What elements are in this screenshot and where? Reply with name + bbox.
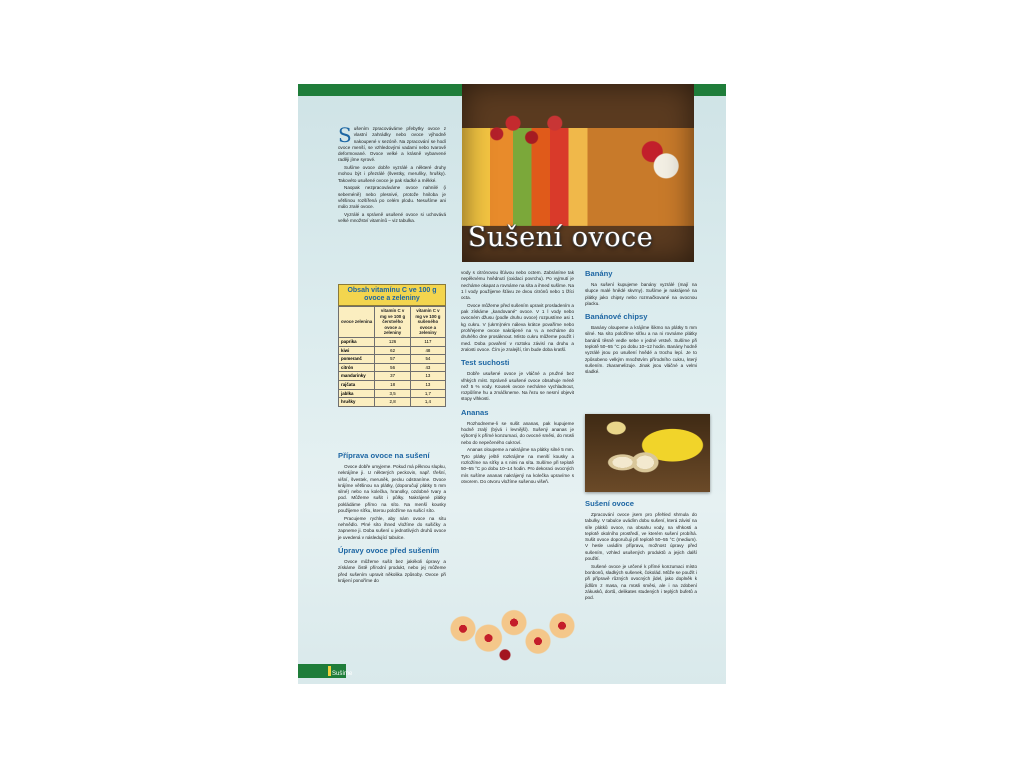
paragraph: Zpracování ovoce jsem pro přehled shrnula do tabulky. V tabulce uvádím dobu sušení, která závisí na síle plátků ovoce, na obsahu vody, na vlhkosti a teplotě okolního prostředí, ve kterém sušení probíhá. Sušit ovoce doporučuji při teplotě 50–55 °C (medium). V hesle uvádím přípravu, možnost úpravy před sušením, vzhled usušených produktů a jejich další použití. xyxy=(585,512,697,562)
intro-paragraph: ušením zpracováváme přebytky ovoce z vlastní zahrádky nebo ovoce výhodně nakoupené v sezóně. Na zpracování se hodí ovoce menší, se vzhledovými vadami nebo tvarově deformované. Ovoce velké a krásně vybarvené raději jíme syrové. xyxy=(338,126,446,163)
column-1-lower xyxy=(338,446,446,586)
paragraph: vody s citrónovou šťávou nebo octem. Zabráníme tak nepěknému hnědnutí (oxidaci povrchu). Po vyjmutí je necháme okapat a rovnáme na síta a ihned sušíme. Na 1 l vody použijeme šťávu ze dvou citrónů nebo 1 lžíci octa. xyxy=(461,270,574,301)
dried-pineapple-cherry-photo xyxy=(436,604,586,666)
vitamin-table-grid xyxy=(338,306,446,407)
table-cell-value: 56 xyxy=(375,363,410,372)
table-cell-name: citrón xyxy=(339,363,375,372)
top-green-bar-right xyxy=(694,84,726,96)
paragraph: Dobře usušené ovoce je vláčné a pružné bez vlhkých míst. Správně usušené ovoce obsahuje méně než 5 % vody. Kousek ovoce necháme vychladnout, rozpůlíme hu a zmáčkneme. Na řezu se nesmí objevit stopy vlhkosti. xyxy=(461,371,574,402)
heading-ananas: Ananas xyxy=(461,407,489,417)
paragraph: Ovoce můžeme sušit bez jakékoli úpravy a získáme čistě přírodní produkt, nebo jej můžeme před sušením upravit několika způsoby. Ovoce při krájení ponoříme do xyxy=(338,558,446,583)
paragraph: Ananas oloupeme a nakrájíme na plátky silné 5 mm. Tyto plátky ještě rozkrájíme na menší kousky a rozložíme na síťky a s nimi na síta. Sušíme při teplotě 50–55 °C po dobu 10–14 hodin. Pro dekoraci ovocných mís sušíme ananas nakrájený na kolečka upravíme s otvorem. Do otvoru vložíme sušenou višeň. xyxy=(461,447,574,484)
intro-text xyxy=(338,123,446,226)
table-cell-value: 54 xyxy=(410,355,445,364)
table-row xyxy=(339,337,446,346)
paragraph: Pracujeme rychle, aby nám ovoce na sítu nehnědlo. Plné síto ihned vložíme do sušičky a zapneme ji. Doba sušení u jednotlivých druhů ovoce je uvedená v následující tabulce. xyxy=(338,515,446,540)
table-row xyxy=(339,372,446,381)
table-cell-name: pomeranč xyxy=(339,355,375,364)
column-3-bottom xyxy=(585,494,697,603)
column-2 xyxy=(461,270,574,486)
table-cell-value: 13 xyxy=(410,380,445,389)
table-header: vitamín C v mg ve 100 g čerstvého ovoce a zeleniny xyxy=(375,307,410,338)
intro-paragraph: Naopak nezpracováváme ovoce nahnilé (i sebeméně) nebo plesnivé, protože hniloba je většinou rozšířená po celém plodu. Nesušíme ani málo zralé ovoce. xyxy=(338,185,446,210)
table-header: vitamín C v mg ve 100 g sušeného ovoce a zeleniny xyxy=(410,307,445,338)
table-cell-value: 57 xyxy=(375,355,410,364)
page-title: Sušení ovoce xyxy=(468,222,654,253)
table-cell-name: hrušky xyxy=(339,398,375,407)
table-row xyxy=(339,355,446,364)
paragraph: Rozhodneme-li se sušit ananas, pak kupujeme hodně zralý (bývá i levnější). Sušený ananas je výborný k přímé konzumaci, do ovocné směsi, do müsli nebo do nepečeného cukroví. xyxy=(461,420,574,445)
intro-paragraph: Sušíme ovoce dobře vyzrálé a některé druhy mohou být i přezrálé (švestky, meruňky, hrušky). Takovéto usušené ovoce je pak sladké a měkké. xyxy=(338,165,446,183)
heading-priprava: Příprava ovoce na sušení xyxy=(338,451,430,460)
table-cell-value: 18 xyxy=(375,380,410,389)
paragraph: Sušené ovoce je určené k přímé konzumaci místo bonbonů, sladkých sušenek, čokolád. Může se použít i při přípravě různých ovocných jídel, jako doplněk k jídlům z masa, na müsli směsi, ale i na zdobení zákusků, dortů, delikates studených i teplých bufetů a pod. xyxy=(585,563,697,601)
vitamin-c-table xyxy=(338,284,446,407)
table-cell-value: 1,4 xyxy=(410,398,445,407)
table-cell-name: rajčata xyxy=(339,380,375,389)
table-row xyxy=(339,380,446,389)
table-cell-value: 1,7 xyxy=(410,389,445,398)
paragraph: Ovoce dobře umyjeme. Pokud má pěknou slupku, nekrájíme ji. U některých peckovin, např. třešní, višní, švestek, meruněk, pecku odstraníme. Ovoce krájíme většinou na plátky, (doporučují plátky 5 mm silné) nebo na kolečka, hranolky, ozdobné tvary a pod. Můžeme sušit i půlky. Nakrájené plátky pokládáme přímo na síto. Na menší kousky použijeme síťku, kterou položíme na sušicí síto. xyxy=(338,464,446,514)
table-cell-value: 117 xyxy=(410,337,445,346)
page-number-box xyxy=(328,666,331,676)
table-header: ovoce zelenina xyxy=(339,307,375,338)
table-row xyxy=(339,346,446,355)
table-row xyxy=(339,398,446,407)
column-3-top xyxy=(585,264,697,377)
heading-upravy: Úpravy ovoce před sušením xyxy=(338,545,440,555)
heading-banany: Banány xyxy=(585,269,613,278)
footer-label: Sušíme xyxy=(332,671,353,677)
table-row xyxy=(339,389,446,398)
magazine-page xyxy=(298,84,726,684)
banana-chips-photo xyxy=(585,414,710,492)
table-cell-value: 37 xyxy=(375,372,410,381)
heading-test-suchosti: Test suchosti xyxy=(461,358,510,368)
paragraph: Ovoce můžeme před sušením upravit prosladením a pak získáme „kandované“ ovoce. V 1 l vody nebo ovocném džusu (podle druhu ovoce) rozpustíme asi 1 kg cukru. V (ukrm)ném náleva krátce povaříme nebo prohřejeme ovoce nakrájené na ¼ a necháme do druhého dne prosáknout. Místo cukru můžeme použít i med. Doba povaření v roztoku závisí na druhu a zralosti ovoce. Čím je zralejší, tím bude doba kratší. xyxy=(461,302,574,352)
table-cell-name: mandarinky xyxy=(339,372,375,381)
table-cell-value: 3,5 xyxy=(375,389,410,398)
table-cell-value: 62 xyxy=(375,346,410,355)
top-green-bar-left xyxy=(298,84,464,96)
table-cell-value: 48 xyxy=(410,346,445,355)
table-row xyxy=(339,363,446,372)
heading-suseni-ovoce: Sušení ovoce xyxy=(585,499,634,508)
table-cell-value: 2,8 xyxy=(375,398,410,407)
paragraph: Banány oloupeme a krájíme šikmo na plátky 5 mm silné. Na síto položíme síťku a na ni rovnáme plátky banánů těsně vedle sebe v jedné vrstvě. Sušíme při teplotě 50–55 °C po dobu 10–12 hodin. Banány hodně vyzrálé jsou po usušení hnědé a trochu lepí. Je to způsobeno velkým množstvím přírodního cukru, který sušením. zkaramelizuje. Jinak jsou vláčné a velmi sladké. xyxy=(585,325,697,375)
table-cell-name: paprika xyxy=(339,337,375,346)
dropcap: S xyxy=(338,123,352,147)
table-cell-value: 43 xyxy=(410,363,445,372)
table-cell-name: jablka xyxy=(339,389,375,398)
table-cell-value: 13 xyxy=(410,372,445,381)
table-title: Obsah vitamínu C ve 100 g ovoce a zeleniny xyxy=(338,284,446,306)
table-cell-value: 126 xyxy=(375,337,410,346)
paragraph: Na sušení kupujeme banány vyzrálé (mají na slupce malé hnědé skvrny). Sušíme je nakrájené na plátky jako chipsy nebo rozmačkované na ovocnou placku. xyxy=(585,282,697,306)
intro-paragraph: Vyzrálé a správně usušené ovoce si uchovává velké množství vitamínů – viz tabulka. xyxy=(338,212,446,224)
heading-chipsy: Banánové chipsy xyxy=(585,312,648,322)
table-cell-name: kiwi xyxy=(339,346,375,355)
